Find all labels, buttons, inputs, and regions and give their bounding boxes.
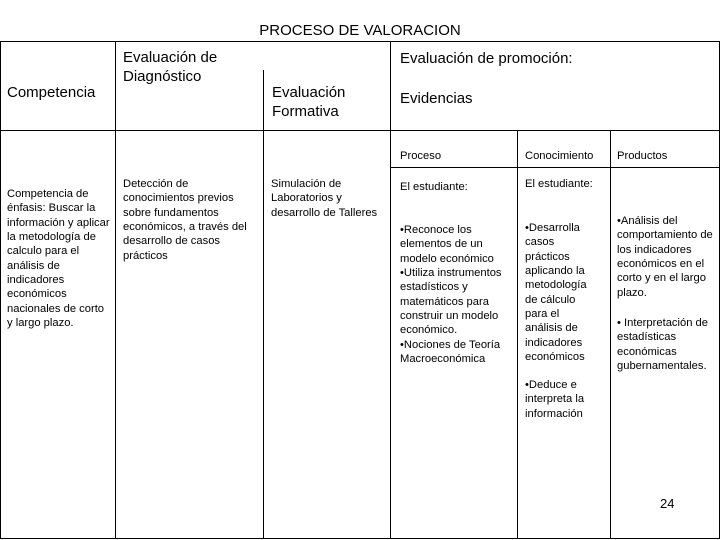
border-left bbox=[0, 41, 1, 539]
border-top bbox=[0, 41, 720, 42]
row-divider bbox=[0, 130, 720, 131]
header-promocion: Evaluación de promoción: bbox=[400, 50, 573, 67]
formativa-text: Simulación de Laboratorios y desarrollo de Talleres bbox=[271, 178, 378, 219]
header-conocimiento: Conocimiento bbox=[525, 150, 594, 162]
page-title: PROCESO DE VALORACION bbox=[259, 22, 461, 39]
header-formativa: Evaluación Formativa bbox=[272, 84, 346, 120]
header-competencia: Competencia bbox=[7, 84, 96, 101]
list-item: •Nociones de Teoría Macroeconómica bbox=[400, 338, 501, 365]
proceso-intro: El estudiante: bbox=[400, 181, 468, 193]
header-proceso: Proceso bbox=[400, 150, 442, 162]
proceso-list bbox=[400, 223, 514, 366]
col-divider-2 bbox=[263, 70, 264, 539]
header-diagnostico: Evaluación de Diagnóstico bbox=[123, 49, 218, 85]
header-evidencias: Evidencias bbox=[400, 90, 473, 107]
competencia-text: Competencia de énfasis: Buscar la información y aplicar la metodología de calculo para el análisis de indicadores económicos nacionales de corto y largo plazo. bbox=[7, 188, 110, 329]
conocimiento-item-2: •Deduce e interpreta la información bbox=[525, 379, 585, 420]
conocimiento-item-1: •Desarrolla casos prácticos aplicando la metodología de cálculo para el análisis de indicadores económicos bbox=[525, 222, 587, 363]
subheader-divider bbox=[390, 167, 720, 168]
diagnostico-text: Detección de conocimientos previos sobre fundamentos económicos, a través del desarrollo de casos prácticos bbox=[123, 178, 247, 262]
col-divider-5 bbox=[610, 130, 611, 539]
page-number: 24 bbox=[660, 496, 675, 511]
conocimiento-intro: El estudiante: bbox=[525, 178, 593, 190]
header-productos: Productos bbox=[617, 150, 668, 162]
col-divider-1 bbox=[115, 41, 116, 539]
list-item: •Utiliza instrumentos estadísticos y matemáticos para construir un modelo económico. bbox=[400, 266, 502, 337]
productos-item-1: •Análisis del comportamiento de los indicadores económicos en el corto y en el largo plazo. bbox=[617, 215, 713, 299]
list-item: •Reconoce los elementos de un modelo económico bbox=[400, 224, 494, 265]
col-divider-4 bbox=[517, 130, 518, 539]
productos-item-2: • Interpretación de estadísticas económicas gubernamentales. bbox=[617, 317, 708, 372]
border-bottom bbox=[0, 538, 720, 539]
col-divider-3 bbox=[390, 41, 391, 539]
